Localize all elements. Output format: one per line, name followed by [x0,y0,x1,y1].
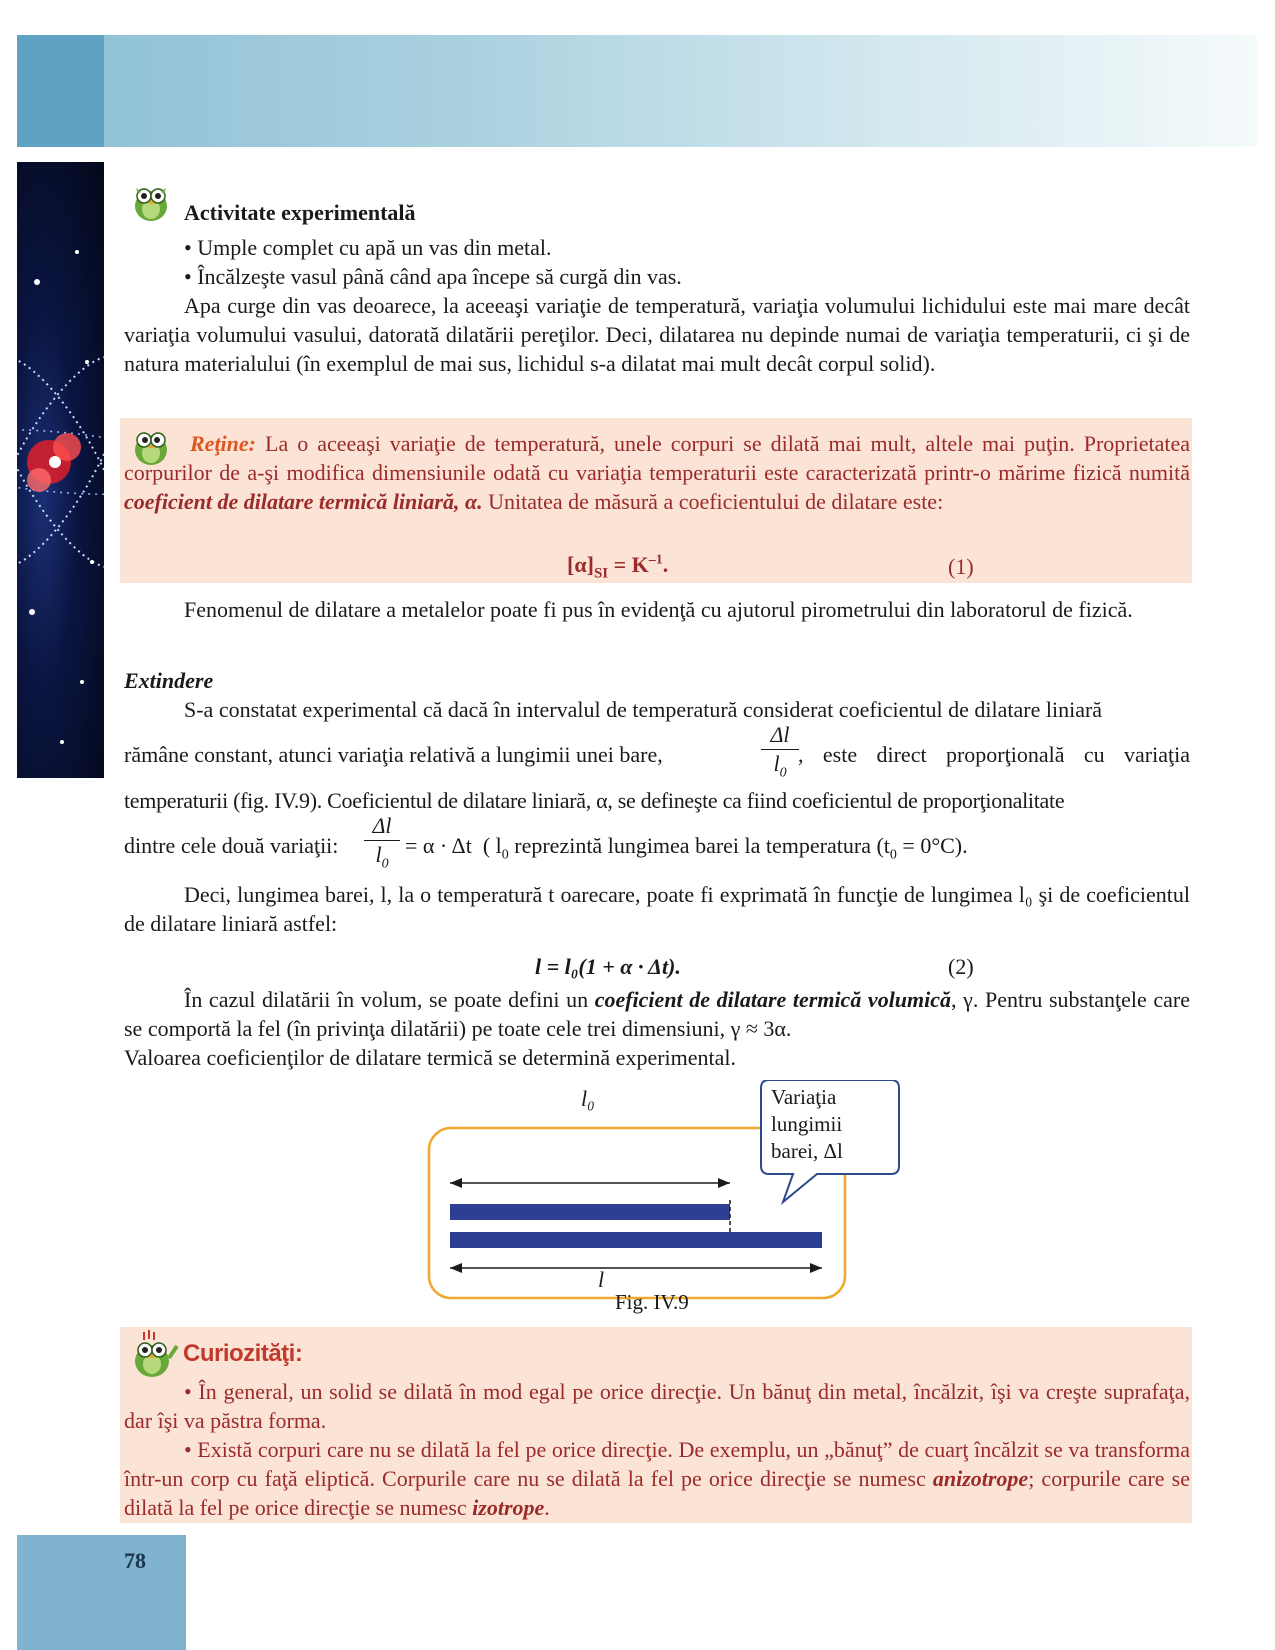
atom-stars-decoration [17,162,104,778]
line-4-l0: ( l [482,833,502,858]
callout-line-2: lungimii [771,1112,843,1136]
formula-1-sub: SI [593,565,609,582]
curiozitati-title: Curiozităţi: [183,1340,303,1367]
fraction-den-sub: 0 [381,856,389,872]
fraction-numerator: Δl [372,813,392,838]
curiozitati-bullet-1: • În general, un solid se dilată în mod egal pe orice direcţie. Un bănuţ din metal, încălzit, îşi va creşte suprafaţa, dar îşi va păstra forma. [124,1379,1190,1433]
term-izotrope: izotrope [472,1495,545,1520]
formula-2-number: (2) [948,954,974,979]
extindere-title: Extindere [124,668,214,693]
bar-expanded [450,1232,822,1248]
extindere-line-2a: rămâne constant, atunci variaţia relativă a lungimii unei bare, [124,742,663,767]
extindere-line-2b: , este direct proporţională cu variaţia [798,742,1190,767]
page-number: 78 [124,1548,146,1573]
curiozitati-bullet-2 [124,1435,1190,1522]
extindere-paragraph-4: Valoarea coeficienţilor de dilatare termică se determină experimental. [124,1045,737,1070]
activity-title: Activitate experimentală [184,200,416,225]
fraction-numerator: Δl [770,722,790,747]
formula-1-number: (1) [948,554,974,579]
footer-accent-block [17,1535,186,1650]
fraction-bar [761,749,799,750]
extindere-paragraph-3 [124,985,1190,1043]
callout-text [771,1084,843,1165]
bullet-2-text-b: ; corpurile care se dilată la fel pe orice direcţie se numesc [124,1466,1191,1520]
activity-paragraph: Apa curge din vas deoarece, la aceeaşi variaţie de temperatură, variaţia volumului lichidului este mai mare decât variaţia volumului vasului, datorată dilatării pereţilor. Deci, dilatarea nu depinde numai de variaţia temperaturii, ci şi de natura materialului (în exemplul de mai sus, lichidul s-a dilatat mai mult decât corpul solid). [124,293,1190,376]
header-accent-block [17,35,104,147]
retine-label: Reţine: [190,431,256,456]
retine-text-2: Unitatea de măsură a coeficientului de dilatare este: [488,489,944,514]
formula-2: l = l₀(1 + α · Δt). [535,954,681,979]
fraction-denominator [360,842,404,877]
pyrometer-paragraph: Fenomenul de dilatare a metalelor poate fi pus în evidenţă cu ajutorul pirometrului din laboratorul de fizică. [184,597,1133,622]
extindere-line-1: S-a constatat experimental că dacă în intervalul de temperatură considerat coeficientul de dilatare liniară [184,697,1103,722]
volumic-coefficient-term: coeficient de dilatare termică volumică [594,987,952,1012]
fraction-den-sub: 0 [779,765,787,781]
callout-line-1: Variaţia [771,1085,837,1109]
activity-bullet-1: • Umple complet cu apă un vas din metal. [184,235,552,260]
para-3-b: , γ. Pentru substanţele care se comportă la fel (în privinţa dilatării) pe toate cele trei dimensiuni, γ ≈ 3α. [124,987,1190,1041]
fraction-denominator [757,751,803,786]
formula-1-sup: –1 [648,552,663,568]
formula-1-lhs: [α] [567,552,594,577]
retine-text-1: La o aceeaşi variaţie de temperatură, unele corpuri se dilată mai mult, altele mai puţin. Proprietatea corpurilor de a-şi modifica dimensiunile odată cu variaţia temperaturii este caracterizată printr-o mărime fizică numită [124,431,1190,485]
fraction-den-l: l [375,842,382,867]
line-4-l0-sub: 0 [501,847,509,863]
definition-equation: = α · Δt [405,833,472,858]
fraction-den-l: l [773,751,780,776]
header-band [17,35,1257,147]
line-4-t0-sub: 0 [889,847,897,863]
line-4-end: = 0°C). [902,833,968,858]
callout-line-3: barei, Δl [771,1139,843,1163]
definition-fraction [360,813,404,877]
label-l0: l₀ [581,1086,595,1111]
extindere-line-4a: dintre cele două variaţii: [124,833,339,858]
owl-mascot-icon [126,1328,178,1380]
bullet-2-text-a: • Există corpuri care nu se dilată la fel pe orice direcţie. De exemplu, un „bănuţ” de cuarţ încălzit se va transforma într-un corp cu faţă eliptică. Corpurile care nu se dilată la fel pe orice direcţie se numesc [124,1437,1190,1491]
bullet-2-text-c: . [544,1495,550,1520]
formula-1 [567,552,668,582]
bar-initial [450,1204,730,1220]
retine-term: coeficient de dilatare termică liniară, α. [124,489,483,514]
formula-1-end: . [662,552,669,577]
label-l: l [598,1267,605,1292]
figure-caption: Fig. IV.9 [615,1290,689,1314]
line-4-text: reprezintă lungimea barei la temperatura (t [514,833,890,858]
formula-1-rhs: = K [613,552,649,577]
fraction-bar [364,840,400,841]
term-anizotrope: anizotrope [932,1466,1029,1491]
extindere-line-3: temperaturii (fig. IV.9). Coeficientul de dilatare liniară, α, se defineşte ca fiind coeficientul de proporţionalitate [124,788,1065,813]
para-3-a: În cazul dilatării în volum, se poate defini un [184,987,589,1012]
relative-variation-fraction [757,722,803,786]
extindere-paragraph-2: Deci, lungimea barei, l, la o temperatură t oarecare, poate fi exprimată în funcţie de lungimea l₀ şi de coeficientul de dilatare liniară astfel: [124,882,1190,936]
activity-bullet-2: • Încălzeşte vasul până când apa începe să curgă din vas. [184,264,682,289]
owl-mascot-icon [128,178,174,224]
extindere-line-4-rest [405,831,968,869]
retine-paragraph [124,429,1190,516]
